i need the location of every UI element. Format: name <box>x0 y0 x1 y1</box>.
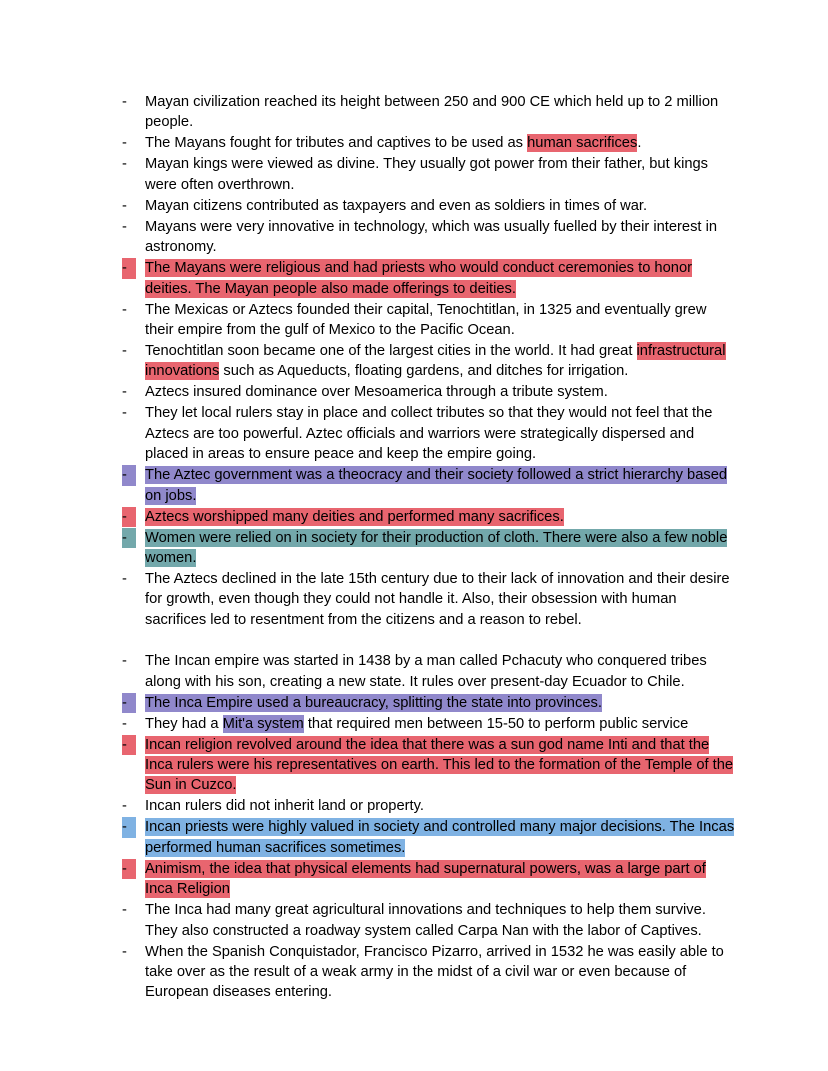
bullet-marker: - <box>122 528 136 548</box>
highlighted-text-teal: Women were relied on in society for their production of cloth. There were also a few noble women. <box>145 529 728 566</box>
note-bullet-inca-animism <box>118 859 735 900</box>
note-bullet-mayan-kings-divine <box>118 154 735 195</box>
bullet-marker: - <box>122 258 136 278</box>
notes-body <box>118 92 735 1003</box>
note-bullet-aztec-decline <box>118 569 735 630</box>
highlighted-text-red: human sacrifices <box>527 135 638 152</box>
highlighted-text-red: Aztecs worshipped many deities and performed many sacrifices. <box>145 508 564 525</box>
note-bullet-tenochtitlan-largest-city <box>118 341 735 382</box>
note-bullet-inca-priests-valued <box>118 817 735 858</box>
note-bullet-inca-pizarro <box>118 942 735 1003</box>
section-spacer <box>118 631 735 651</box>
note-bullet-mayan-height <box>118 92 735 133</box>
note-text: They let local rulers stay in place and collect tributes so that they would not feel that the Aztecs are too powerful. Aztec officials and warriors were strategically dispersed and placed in areas to ensure peace and keep the empire going. <box>145 405 713 463</box>
highlighted-text-blue: Incan priests were highly valued in society and controlled many major decisions. The Incas performed human sacrifices sometimes. <box>145 819 735 856</box>
highlighted-text-red: infrastructural innovations <box>145 342 726 380</box>
bullet-marker: - <box>122 342 127 359</box>
note-text: Tenochtitlan soon became one of the largest cities in the world. It had great <box>145 342 637 359</box>
bullet-marker: - <box>122 653 127 670</box>
note-bullet-aztec-deities-sacrifices <box>118 507 735 527</box>
highlighted-text-red: Animism, the idea that physical elements had supernatural powers, was a large part of Inca Religion <box>145 860 706 898</box>
note-text: such as Aqueducts, floating gardens, and ditches for irrigation. <box>219 363 629 380</box>
note-text: Mayan civilization reached its height between 250 and 900 CE which held up to 2 million people. <box>145 94 719 131</box>
bullet-marker: - <box>122 715 127 732</box>
note-text: The Incan empire was started in 1438 by a man called Pchacuty who conquered tribes along with his son, creating a new state. It rules over present-day Ecuador to Chile. <box>145 653 707 690</box>
note-text: They had a <box>145 715 223 732</box>
bullet-marker: - <box>122 384 127 401</box>
bullet-marker: - <box>122 301 127 318</box>
highlighted-text-red: The Mayans were religious and had priests who would conduct ceremonies to honor deities. The Mayan people also made offerings to deities. <box>145 260 693 297</box>
bullet-marker: - <box>122 94 127 110</box>
note-text: . <box>637 135 642 152</box>
note-text: When the Spanish Conquistador, Francisco Pizarro, arrived in 1532 he was easily able to take over as the result of a weak army in the midst of a civil war or even because of European diseases entering. <box>145 943 724 1001</box>
bullet-marker: - <box>122 507 136 527</box>
note-text: The Mexicas or Aztecs founded their capital, Tenochtitlan, in 1325 and eventually grew their empire from the gulf of Mexico to the Pacific Ocean. <box>145 301 707 338</box>
note-bullet-aztec-capital-tenochtitlan <box>118 300 735 341</box>
note-bullet-inca-bureaucracy <box>118 693 735 713</box>
bullet-marker: - <box>122 859 136 879</box>
note-bullet-inca-religion-inti <box>118 735 735 796</box>
bullet-marker: - <box>122 218 127 235</box>
bullet-marker: - <box>122 465 136 485</box>
bullet-marker: - <box>122 902 127 919</box>
bullet-marker: - <box>122 798 127 815</box>
note-text: The Aztecs declined in the late 15th century due to their lack of innovation and their desire for growth, even though they could not handle it. Also, their obsession with human sacrifices led to resentment from the citizens and a reason to rebel. <box>145 570 730 628</box>
note-text: Incan rulers did not inherit land or property. <box>145 798 424 815</box>
bullet-marker: - <box>122 943 127 960</box>
note-bullet-inca-agriculture-roads <box>118 900 735 941</box>
note-text: The Inca had many great agricultural innovations and techniques to help them survive. They also constructed a roadway system called Carpa Nan with the labor of Captives. <box>145 902 706 939</box>
note-bullet-mayan-tributes-captives <box>118 133 735 153</box>
bullet-marker: - <box>122 570 127 587</box>
note-bullet-inca-rulers-no-inherit <box>118 796 735 816</box>
note-bullet-aztec-theocracy-hierarchy <box>118 465 735 506</box>
notes-bullet-list <box>118 92 735 1003</box>
highlighted-text-red: Incan religion revolved around the idea that there was a sun god name Inti and that the Inca rulers were his representatives on earth. This led to the formation of the Temple of the Sun in Cuzco. <box>145 736 734 794</box>
note-bullet-mayan-technology-astronomy <box>118 217 735 258</box>
note-text: Mayans were very innovative in technology, which was usually fuelled by their interest in astronomy. <box>145 218 718 256</box>
note-bullet-mayan-citizens-taxpayers <box>118 196 735 216</box>
bullet-marker: - <box>122 156 127 173</box>
note-bullet-inca-empire-started <box>118 651 735 692</box>
note-text: that required men between 15-50 to perform public service <box>303 715 689 732</box>
bullet-marker: - <box>122 405 127 422</box>
note-bullet-mayan-religion-priests <box>118 258 735 299</box>
bullet-marker: - <box>122 135 127 152</box>
note-bullet-inca-mita-system <box>118 714 735 734</box>
bullet-marker: - <box>122 817 136 837</box>
highlighted-text-purple: The Aztec government was a theocracy and their society followed a strict hierarchy based on jobs. <box>145 467 728 504</box>
note-bullet-aztec-local-rulers <box>118 403 735 464</box>
bullet-marker: - <box>122 197 127 214</box>
note-text: Mayan kings were viewed as divine. They usually got power from their father, but kings were often overthrown. <box>145 156 709 193</box>
highlighted-text-purple: Mit'a system <box>222 715 304 732</box>
bullet-marker: - <box>122 693 136 713</box>
highlighted-text-purple: The Inca Empire used a bureaucracy, splitting the state into provinces. <box>145 694 602 711</box>
note-text: Aztecs insured dominance over Mesoamerica through a tribute system. <box>145 384 608 401</box>
bullet-marker: - <box>122 735 136 755</box>
note-text: Mayan citizens contributed as taxpayers and even as soldiers in times of war. <box>145 197 648 214</box>
note-bullet-aztec-tribute-system <box>118 382 735 402</box>
note-text: The Mayans fought for tributes and captives to be used as <box>145 135 528 152</box>
note-bullet-aztec-women-cloth <box>118 528 735 569</box>
